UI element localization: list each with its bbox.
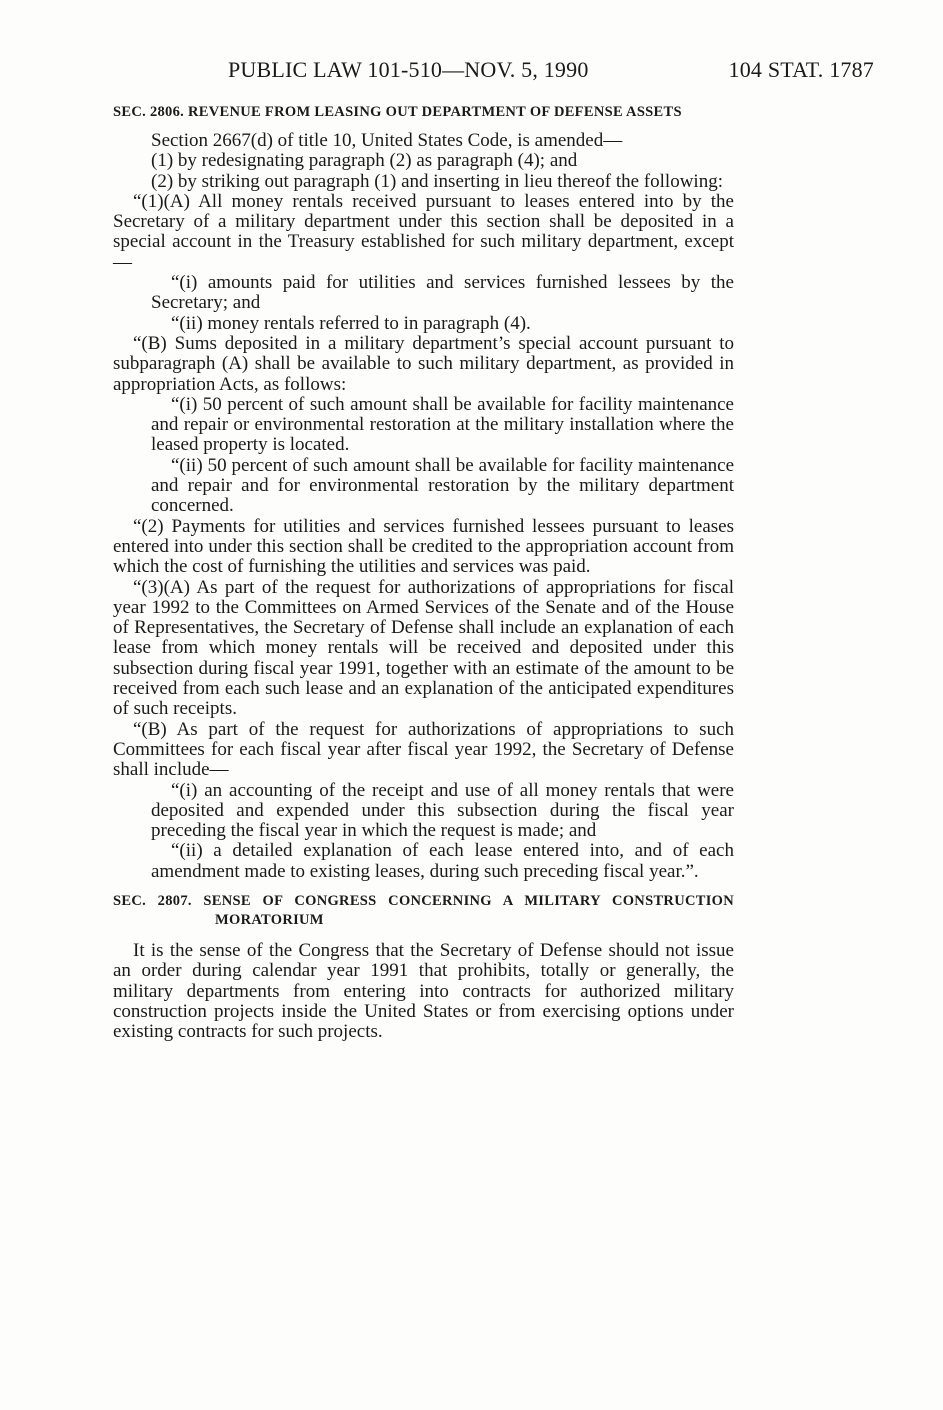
paragraph-2: “(2) Payments for utilities and services furnished lessees pursuant to leases entered into under this section shall be credited to the appropriation account from which the cost of furnishing the utilities and services was paid.: [113, 515, 734, 578]
paragraph-3b: “(B) As part of the request for authorizations of appropriations to such Committees for each fiscal year after fiscal year 1992, the Secretary of Defense shall include—: [113, 718, 734, 781]
clause-1b-i: “(i) 50 percent of such amount shall be available for facility maintenance and repair or environmental restoration at the military installation where the leased property is located.: [151, 393, 734, 456]
running-head: PUBLIC LAW 101-510—NOV. 5, 1990: [228, 57, 589, 82]
sense-of-congress-paragraph: It is the sense of the Congress that the Secretary of Defense should not issue an order during calendar year 1991 that prohibits, totally or generally, the military departments from entering into contracts for authorized military construction projects inside the United States or from exercising options under existing contracts for such projects.: [113, 939, 734, 1043]
amendment-item-1: (1) by redesignating paragraph (2) as paragraph (4); and: [151, 150, 578, 172]
clause-1a-i: “(i) amounts paid for utilities and services furnished lessees by the Secretary; and: [151, 272, 734, 314]
section-heading-2807: SEC. 2807. SENSE OF CONGRESS CONCERNING A MILITARY CONSTRUCTION MORATORIUM: [113, 892, 734, 928]
clause-3b-i: “(i) an accounting of the receipt and use of all money rentals that were deposited and expended under this subsection during the fiscal year preceding the fiscal year in which the request is made; and: [151, 779, 734, 842]
paragraph-1b: “(B) Sums deposited in a military department’s special account pursuant to subparagraph (A) shall be available to such military department, as provided in appropriation Acts, as follows:: [113, 332, 734, 395]
stat-citation: 104 STAT. 1787: [728, 57, 874, 82]
clause-1a-ii: “(ii) money rentals referred to in paragraph (4).: [171, 312, 531, 334]
amendment-item-2: (2) by striking out paragraph (1) and inserting in lieu thereof the following:: [151, 170, 723, 192]
document-body: [113, 103, 734, 1042]
clause-3b-ii: “(ii) a detailed explanation of each lease entered into, and of each amendment made to existing leases, during such preceding fiscal year.”.: [151, 840, 734, 882]
page-header: [228, 57, 874, 87]
section-heading-2806: SEC. 2806. REVENUE FROM LEASING OUT DEPARTMENT OF DEFENSE ASSETS: [113, 104, 682, 120]
paragraph-1a: “(1)(A) All money rentals received pursuant to leases entered into by the Secretary of a military department under this section shall be deposited in a special account in the Treasury established for such military department, except—: [113, 190, 734, 273]
amendment-intro: Section 2667(d) of title 10, United States Code, is amended—: [151, 130, 623, 151]
paragraph-3a: “(3)(A) As part of the request for authorizations of appropriations for fiscal year 1992 to the Committees on Armed Services of the Senate and of the House of Representatives, the Secretary of Defense shall include an explanation of each lease from which money rentals will be received and deposited under this subsection during fiscal year 1991, together with an estimate of the amount to be received from each such lease and an explanation of the anticipated expenditures of such receipts.: [113, 576, 734, 720]
clause-1b-ii: “(ii) 50 percent of such amount shall be available for facility maintenance and repair and for environmental restoration by the military department concerned.: [151, 454, 734, 517]
